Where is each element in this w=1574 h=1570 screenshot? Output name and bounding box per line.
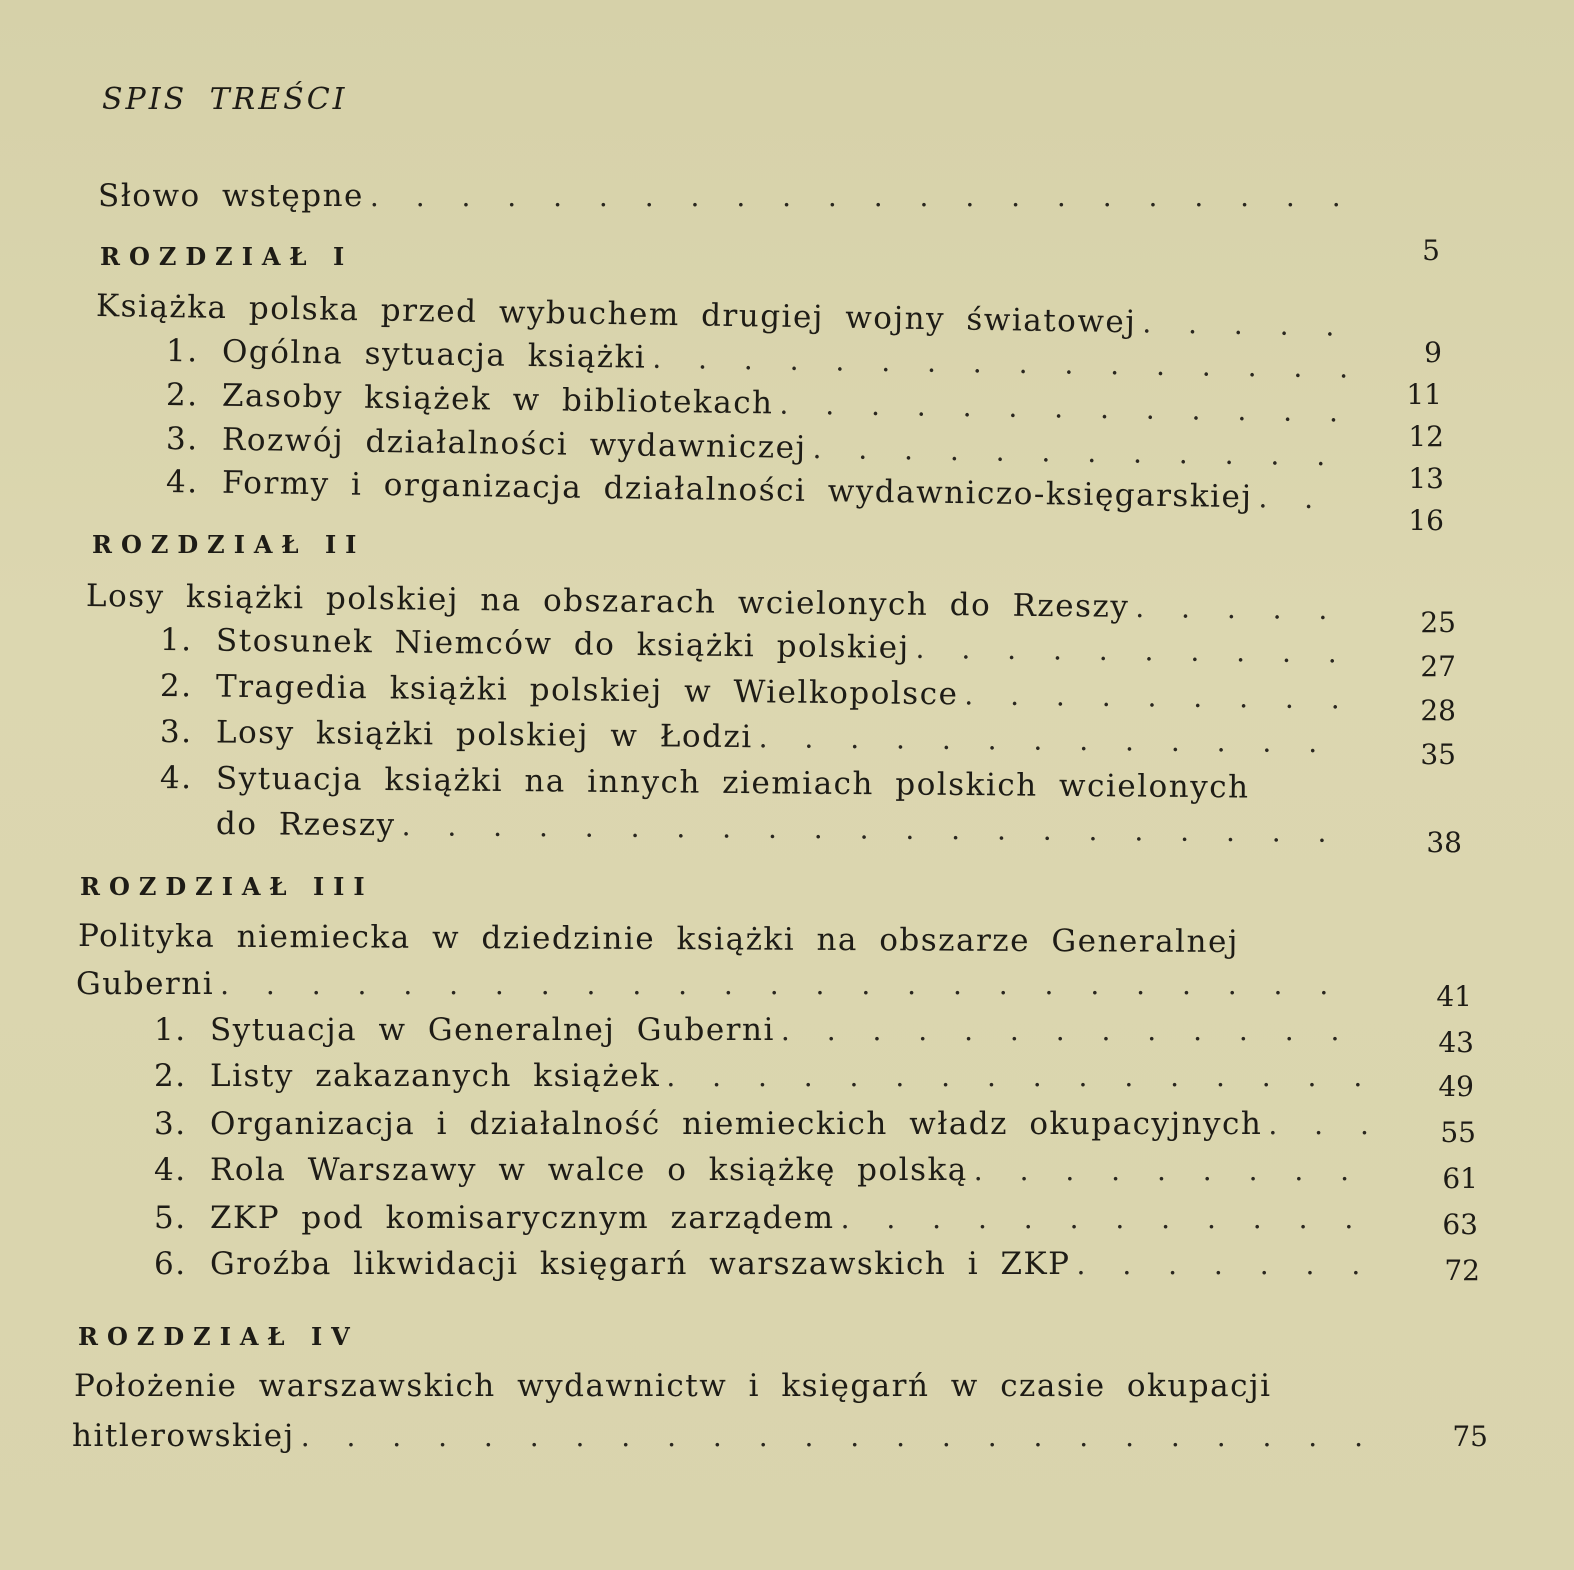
dot-leader bbox=[841, 1200, 1370, 1236]
entry-text: Stosunek Niemców do książki polskiej bbox=[215, 622, 910, 666]
page-number: 49 bbox=[1438, 1070, 1474, 1103]
page-number: 16 bbox=[1408, 504, 1444, 537]
entry-text: Listy zakazanych książek bbox=[210, 1058, 661, 1094]
section-number: 2. bbox=[159, 668, 193, 705]
dot-leader bbox=[1142, 304, 1352, 343]
page-number: 38 bbox=[1426, 826, 1462, 859]
dot-leader bbox=[1077, 1246, 1372, 1282]
section-number: 1. bbox=[159, 622, 193, 659]
section-number: 2. bbox=[154, 1058, 187, 1094]
entry-text: Formy i organizacja działalności wydawniczo-księgarskiej bbox=[221, 464, 1253, 516]
dot-leader bbox=[301, 1418, 1386, 1454]
entry-text: Rola Warszawy w walce o książkę polską bbox=[210, 1152, 968, 1188]
dot-leader bbox=[781, 1012, 1364, 1048]
toc-entry[interactable] bbox=[154, 1246, 1378, 1282]
section-number: 1. bbox=[165, 333, 199, 370]
chapter-title-continuation[interactable] bbox=[76, 966, 1370, 1002]
page-number: 5 bbox=[1422, 234, 1440, 267]
section-number: 2. bbox=[165, 377, 199, 414]
section-number: 1. bbox=[154, 1012, 187, 1048]
toc-entry[interactable] bbox=[154, 1058, 1372, 1094]
page-number: 63 bbox=[1442, 1208, 1478, 1241]
chapter-label: ROZDZIAŁ I bbox=[100, 242, 354, 271]
page-number: 55 bbox=[1440, 1116, 1476, 1149]
dot-leader bbox=[964, 676, 1352, 716]
entry-text: ZKP pod komisarycznym zarządem bbox=[210, 1200, 835, 1236]
entry-text: do Rzeszy bbox=[215, 806, 396, 844]
chapter-label: ROZDZIAŁ III bbox=[80, 872, 374, 901]
toc-entry[interactable] bbox=[160, 668, 1358, 717]
entry-text: Organizacja i działalność niemieckich władz okupacyjnych bbox=[210, 1106, 1263, 1142]
chapter-title-continuation[interactable] bbox=[72, 1418, 1392, 1454]
section-number: 3. bbox=[159, 714, 193, 751]
toc-entry[interactable] bbox=[166, 377, 1356, 430]
toc-entry[interactable] bbox=[160, 760, 1360, 806]
entry-text: Losy książki polskiej na obszarach wcielonych do Rzeszy bbox=[85, 578, 1130, 625]
entry-text: Rozwój działalności wydawniczej bbox=[221, 421, 807, 466]
page-title: SPIS TREŚCI bbox=[102, 82, 348, 117]
page-number: 12 bbox=[1408, 420, 1444, 453]
dot-leader bbox=[1268, 1106, 1368, 1142]
dot-leader bbox=[759, 719, 1353, 760]
entry-text: Tragedia książki polskiej w Wielkopolsce bbox=[215, 668, 959, 713]
chapter-title[interactable]: Polityka niemiecka w dziedzinie książki na obszarze Generalnej bbox=[77, 918, 1240, 961]
page-number: 41 bbox=[1436, 980, 1472, 1013]
page-number: 25 bbox=[1420, 606, 1456, 639]
entry-text: Guberni bbox=[76, 966, 215, 1002]
toc-entry[interactable] bbox=[160, 622, 1358, 671]
dot-leader bbox=[402, 807, 1355, 850]
toc-entry[interactable] bbox=[154, 1106, 1374, 1142]
toc-entry[interactable] bbox=[154, 1152, 1376, 1188]
toc-entry[interactable] bbox=[166, 464, 1358, 517]
section-number: 6. bbox=[154, 1246, 187, 1282]
entry-text: Groźba likwidacji księgarń warszawskich i ZKP bbox=[210, 1246, 1071, 1282]
section-number: 3. bbox=[165, 421, 199, 458]
entry-text: Losy książki polskiej w Łodzi bbox=[215, 714, 753, 756]
entry-text: Ogólna sytuacja książki bbox=[221, 333, 647, 376]
dot-leader bbox=[779, 386, 1350, 430]
toc-entry-continuation[interactable] bbox=[216, 806, 1360, 850]
page-number: 75 bbox=[1452, 1420, 1488, 1453]
page-number: 35 bbox=[1420, 738, 1456, 771]
chapter-title[interactable]: Położenie warszawskich wydawnictw i księgarń w czasie okupacji bbox=[74, 1368, 1272, 1404]
page-number: 61 bbox=[1442, 1162, 1478, 1195]
dot-leader bbox=[220, 966, 1364, 1002]
chapter-title[interactable] bbox=[86, 578, 1356, 627]
chapter-label: ROZDZIAŁ IV bbox=[78, 1322, 359, 1351]
page-number: 28 bbox=[1420, 694, 1456, 727]
entry-text: Sytuacja w Generalnej Guberni bbox=[210, 1012, 775, 1048]
dot-leader bbox=[812, 430, 1350, 473]
dot-leader bbox=[1258, 479, 1352, 516]
chapter-label: ROZDZIAŁ II bbox=[92, 530, 366, 559]
page-number: 72 bbox=[1444, 1254, 1480, 1287]
toc-entry[interactable] bbox=[154, 1012, 1370, 1048]
section-number: 4. bbox=[154, 1152, 187, 1188]
dot-leader bbox=[974, 1152, 1370, 1188]
section-number: 4. bbox=[165, 464, 199, 501]
page-number: 13 bbox=[1408, 462, 1444, 495]
section-number: 3. bbox=[154, 1106, 187, 1142]
section-number: 5. bbox=[154, 1200, 187, 1236]
dot-leader bbox=[915, 630, 1352, 671]
page-number: 27 bbox=[1420, 650, 1456, 683]
dot-leader bbox=[652, 340, 1350, 386]
page-number: 9 bbox=[1424, 336, 1442, 369]
entry-text: hitlerowskiej bbox=[72, 1418, 295, 1454]
dot-leader bbox=[666, 1058, 1366, 1094]
toc-entry[interactable] bbox=[154, 1200, 1376, 1236]
section-number: 4. bbox=[159, 760, 193, 797]
dot-leader bbox=[1135, 589, 1350, 627]
entry-text: Sytuacja książki na innych ziemiach polskich wcielonych bbox=[215, 760, 1250, 806]
dot-leader bbox=[370, 178, 1352, 214]
entry-text: Słowo wstępne bbox=[98, 178, 364, 214]
toc-entry-preface[interactable] bbox=[98, 178, 1358, 214]
page-number: 43 bbox=[1438, 1026, 1474, 1059]
page-number: 11 bbox=[1406, 378, 1442, 411]
entry-text: Zasoby książek w bibliotekach bbox=[221, 377, 774, 422]
toc-entry[interactable] bbox=[160, 714, 1358, 760]
entry-text: Książka polska przed wybuchem drugiej wojny światowej bbox=[95, 288, 1137, 341]
